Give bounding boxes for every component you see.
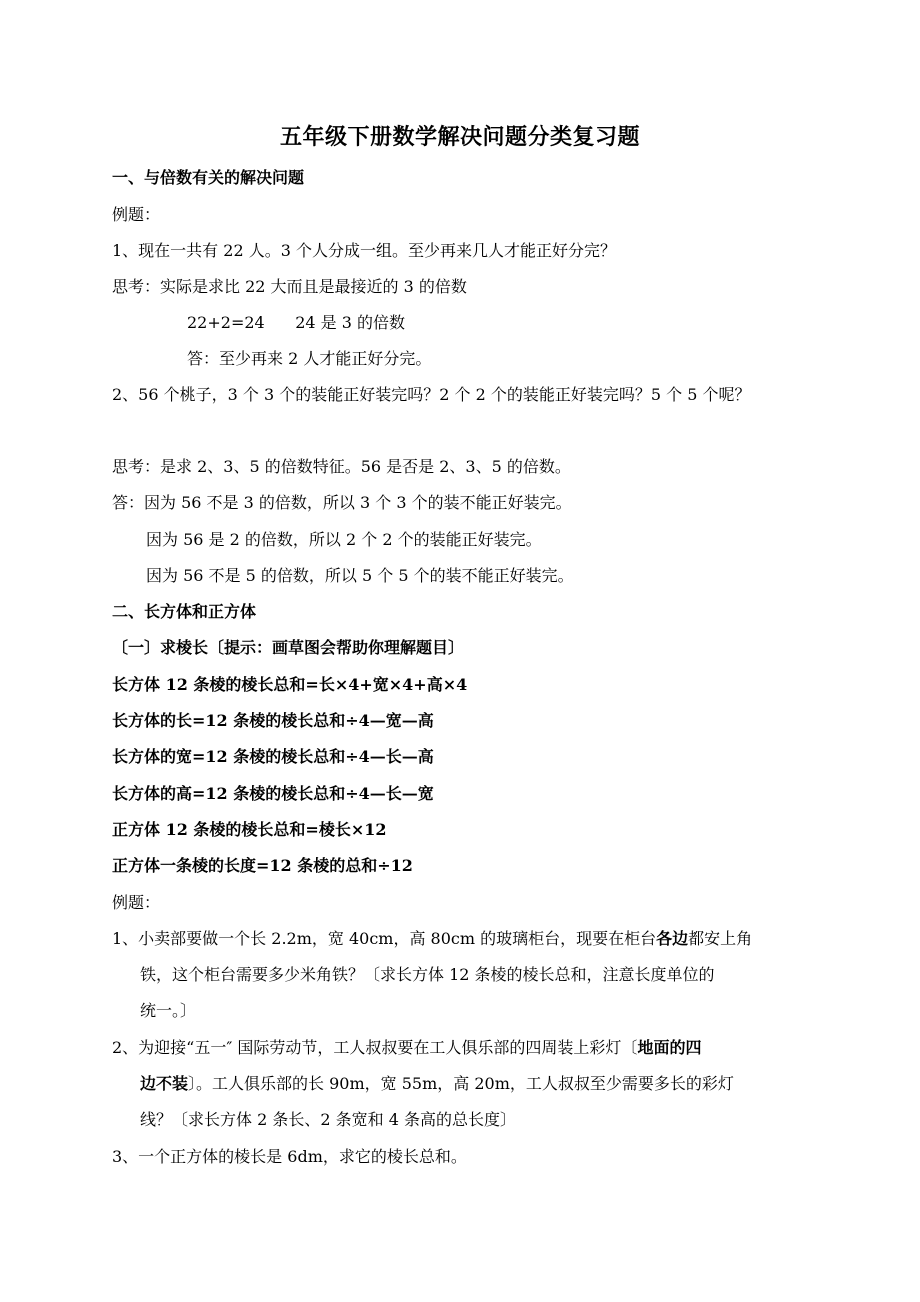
example-1-line-2: 铁，这个柜台需要多少米角铁？〔求长方体 12 条棱的棱长总和，注意长度单位的 (140, 965, 715, 984)
example-1-line-3: 统一。〕 (140, 1001, 197, 1020)
example-2-text-b: 〕。工人俱乐部的长 90m，宽 55m，高 20m，工人叔叔至少需要多长的彩灯 (188, 1074, 734, 1093)
section1-example-label: 例题： (112, 205, 161, 224)
formula-line: 长方体 12 条棱的棱长总和=长×4+宽×4+高×4 (112, 675, 468, 694)
section1-heading: 一、与倍数有关的解决问题 (112, 168, 305, 187)
question-1-calc: 22+2=24 24 是 3 的倍数 (187, 313, 406, 332)
example-1-line-1 (112, 929, 752, 949)
question-1-think: 思考：实际是求比 22 大而且是最接近的 3 的倍数 (112, 277, 467, 296)
formula-line: 正方体 12 条棱的棱长总和=棱长×12 (112, 820, 387, 839)
section2-example-label: 例题： (112, 893, 161, 912)
example-2-line-2 (140, 1074, 734, 1094)
example-3: 3、一个正方体的棱长是 6dm，求它的棱长总和。 (112, 1147, 467, 1166)
question-2-answer-1: 答：因为 56 不是 3 的倍数，所以 3 个 3 个的装不能正好装完。 (112, 493, 572, 512)
example-2-line-3: 线？〔求长方体 2 条长、2 条宽和 4 条高的总长度〕 (140, 1110, 516, 1129)
question-2-think: 思考：是求 2、3、5 的倍数特征。56 是否是 2、3、5 的倍数。 (112, 457, 571, 476)
example-2-text-a: 2、为迎接“五一″ 国际劳动节，工人叔叔要在工人俱乐部的四周装上彩灯〔 (112, 1038, 638, 1057)
question-2-answer-3: 因为 56 不是 5 的倍数，所以 5 个 5 个的装不能正好装完。 (146, 566, 574, 585)
question-2: 2、56 个桃子，3 个 3 个的装能正好装完吗？2 个 2 个的装能正好装完吗？5 个 5 个呢？ (112, 385, 751, 404)
example-2-line-1 (112, 1038, 701, 1058)
example-1-text-a: 1、小卖部要做一个长 2.2m，宽 40cm，高 80cm 的玻璃柜台，现要在柜台 (112, 929, 657, 948)
formula-line: 长方体的宽=12 条棱的棱长总和÷4—长—高 (112, 747, 434, 766)
question-1: 1、现在一共有 22 人。3 个人分成一组。至少再来几人才能正好分完？ (112, 241, 616, 260)
question-1-answer: 答：至少再来 2 人才能正好分完。 (187, 349, 432, 368)
formula-line: 长方体的长=12 条棱的棱长总和÷4—宽—高 (112, 711, 434, 730)
section2-subheading: 〔一〕求棱长〔提示：画草图会帮助你理解题目〕 (112, 638, 465, 657)
example-1-text-b: 都安上角 (688, 929, 753, 948)
example-1-emphasis: 各边 (656, 929, 689, 948)
question-2-answer-2: 因为 56 是 2 的倍数，所以 2 个 2 个的装能正好装完。 (146, 530, 542, 549)
example-2-emphasis-2: 边不装 (140, 1074, 189, 1093)
section2-heading: 二、长方体和正方体 (112, 602, 257, 621)
formula-line: 正方体一条棱的长度=12 条棱的总和÷12 (112, 856, 413, 875)
page-title: 五年级下册数学解决问题分类复习题 (279, 124, 640, 150)
example-2-emphasis-1: 地面的四 (637, 1038, 702, 1057)
formula-line: 长方体的高=12 条棱的棱长总和÷4—长—宽 (112, 784, 434, 803)
